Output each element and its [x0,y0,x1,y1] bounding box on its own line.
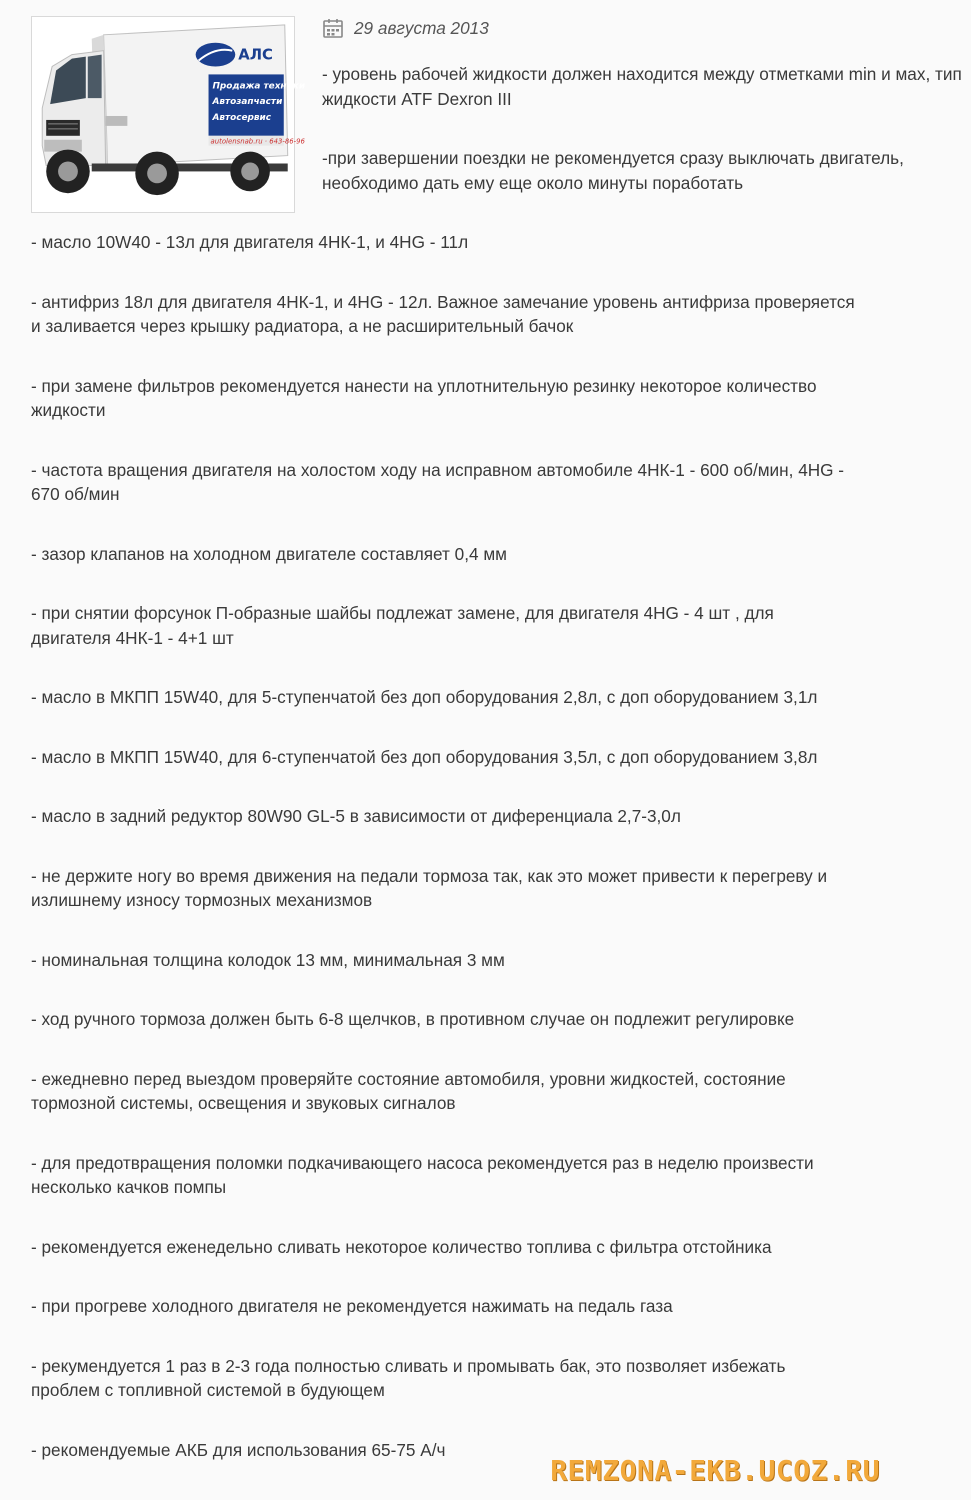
list-item [31,601,971,685]
item-line: - масло 10W40 - 13л для двигателя 4НК-1, и 4HG - 11л [31,232,469,252]
item-line: - ход ручного тормоза должен быть 6-8 щелчков, в противном случае он подлежит регулировке [31,1009,795,1029]
item-line: - при снятии форсунок П-образные шайбы подлежат замене, для двигателя 4HG - 4 шт , для [31,603,774,623]
item-line: излишнему износу тормозных механизмов [31,890,373,910]
list-item [31,1007,971,1067]
svg-text:АЛС: АЛС [238,46,273,64]
list-item [31,290,971,374]
list-item [31,1235,971,1295]
item-line: и заливается через крышку радиатора, а не расширительный бачок [31,316,574,336]
truck-illustration [32,17,306,212]
item-line: - не держите ногу во время движения на педали тормоза так, как это может привести к перегреву и [31,865,828,886]
list-item [31,948,971,1008]
list-item [31,374,971,458]
list-item [31,745,971,805]
side-paragraph: -при завершении поездки не рекомендуется сразу выключать двигатель, необходимо дать ему еще около минуты поработать [322,148,904,193]
item-line: - масло в задний редуктор 80W90 GL-5 в зависимости от диференциала 2,7-3,0л [31,806,681,826]
item-line: - частота вращения двигателя на холостом ходу на исправном автомобиле 4НК-1 - 600 об/мин, 4HG - [31,459,845,480]
truck-image[interactable] [31,16,306,213]
item-line: - номинальная толщина колодок 13 мм, минимальная 3 мм [31,949,505,970]
list-item [31,1151,971,1235]
item-line: - для предотвращения поломки подкачивающего насоса рекомендуется раз в неделю произвести [31,1152,814,1173]
date-text: 29 августа 2013 [354,17,489,38]
item-line: двигателя 4НК-1 - 4+1 шт [31,627,234,648]
item-line: жидкости [31,400,106,420]
list-item [31,1294,971,1354]
svg-text:Автосервис: Автосервис [212,112,272,123]
item-line: - рекомендуемые АКБ для использования 65-75 А/ч [31,1439,446,1460]
item-line: тормозной системы, освещения и звуковых сигналов [31,1093,456,1113]
list-item [31,542,971,602]
list-item [31,804,971,864]
calendar-icon [322,17,344,39]
item-line: - при прогреве холодного двигателя не рекомендуется нажимать на педаль газа [31,1296,673,1316]
post-date [322,16,489,40]
svg-text:autolensnab.ru · 643-86-96: autolensnab.ru · 643-86-96 [210,137,305,146]
item-line: проблем с топливной системой в будующем [31,1380,385,1400]
site-watermark: REMZONA-EKB.UCOZ.RU [550,1454,880,1487]
svg-text:Продажа техники: Продажа техники [212,81,306,92]
side-paragraph: - уровень рабочей жидкости должен находится между отметками min и мах, тип жидкости ATF Dexron III [322,64,962,109]
item-line: - при замене фильтров рекомендуется нанести на уплотнительную резинку некоторое количество [31,375,817,396]
list-item [31,458,971,542]
list-item [31,864,971,948]
svg-text:Автозапчасти: Автозапчасти [212,97,283,108]
item-line: - ежедневно перед выездом проверяйте состояние автомобиля, уровни жидкостей, состояние [31,1068,786,1089]
item-line: - рекомендуется еженедельно сливать некоторое количество топлива с фильтра отстойника [31,1236,772,1257]
item-line: - масло в МКПП 15W40, для 5-ступенчатой без доп оборудования 2,8л, с доп оборудованием 3,1л [31,687,818,707]
item-line: - масло в МКПП 15W40, для 6-ступенчатой без доп оборудования 3,5л, с доп оборудованием 3,8л [31,746,818,767]
item-line: 670 об/мин [31,484,120,504]
list-item [31,685,971,745]
list-item [31,1354,971,1438]
maintenance-tips-list [31,230,971,1497]
item-line: несколько качков помпы [31,1177,227,1197]
item-line: - антифриз 18л для двигателя 4НК-1, и 4HG - 12л. Важное замечание уровень антифриза проверяется [31,291,855,312]
item-line: - рекумендуется 1 раз в 2-3 года полностью сливать и промывать бак, это позволяет избежать [31,1355,786,1376]
list-item [31,1067,971,1151]
item-line: - зазор клапанов на холодном двигателе составляет 0,4 мм [31,543,507,564]
list-item [31,230,971,290]
